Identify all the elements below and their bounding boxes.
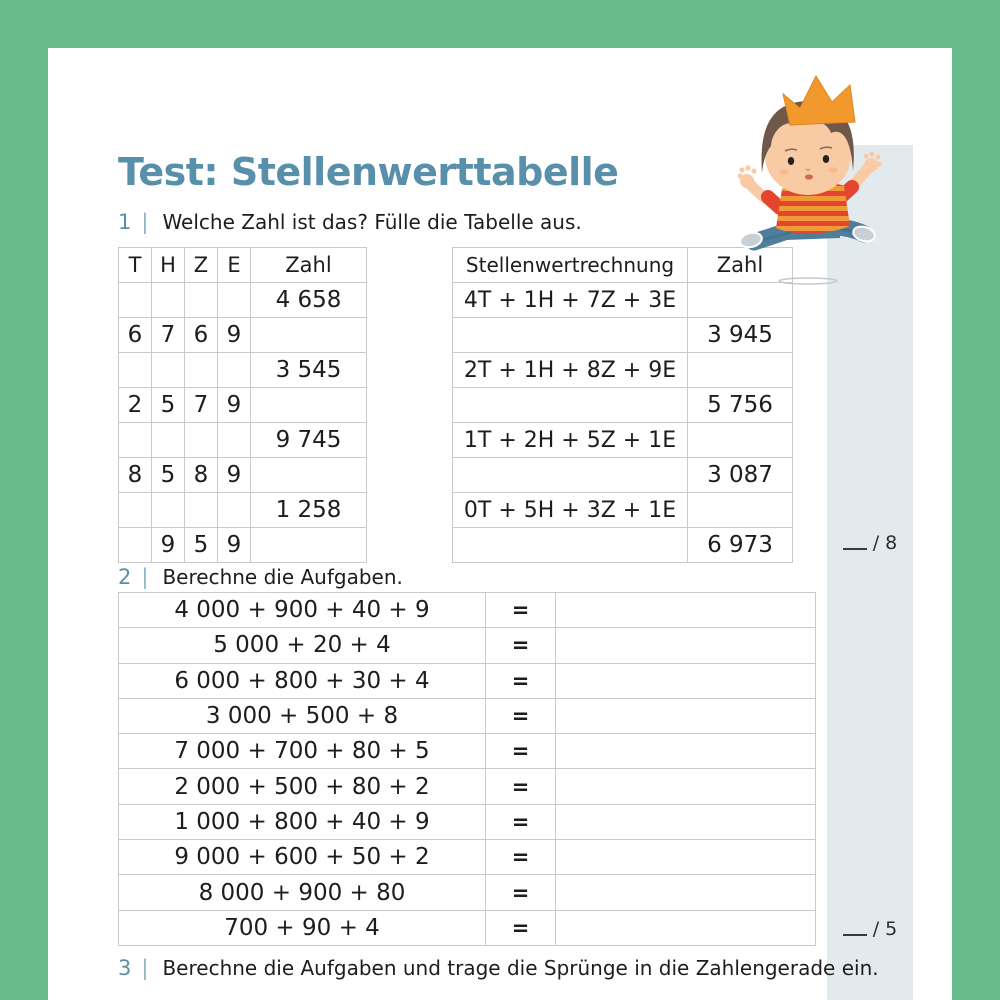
table-cell bbox=[185, 283, 218, 318]
task-3-separator: | bbox=[141, 956, 149, 980]
score-task-2 bbox=[827, 918, 913, 940]
table-cell: 3 545 bbox=[251, 353, 367, 388]
table-cell bbox=[688, 353, 793, 388]
answer-cell bbox=[556, 875, 816, 910]
table-cell bbox=[251, 318, 367, 353]
table-cell: 7 bbox=[152, 318, 185, 353]
answer-cell bbox=[556, 699, 816, 734]
table-cell bbox=[218, 493, 251, 528]
expression-cell: 6 000 + 800 + 30 + 4 bbox=[119, 664, 486, 699]
table-cell: 7 bbox=[185, 388, 218, 423]
table-cell: 4 658 bbox=[251, 283, 367, 318]
expression-cell: 1 000 + 800 + 40 + 9 bbox=[119, 805, 486, 840]
answer-cell bbox=[556, 769, 816, 804]
task-1-number: 1 bbox=[118, 210, 132, 234]
expression-cell: 7 000 + 700 + 80 + 5 bbox=[119, 734, 486, 769]
table-cell: 6 973 bbox=[688, 528, 793, 563]
table-cell: 3 087 bbox=[688, 458, 793, 493]
column-header: Zahl bbox=[688, 248, 793, 283]
expression-cell: 9 000 + 600 + 50 + 2 bbox=[119, 840, 486, 875]
task-1-separator: | bbox=[141, 210, 149, 234]
column-header: T bbox=[119, 248, 152, 283]
task-2-label bbox=[118, 563, 403, 591]
answer-cell bbox=[556, 628, 816, 663]
task-3-text: Berechne die Aufgaben und trage die Sprünge in die Zahlengerade ein. bbox=[162, 956, 879, 980]
equals-cell: = bbox=[486, 593, 556, 628]
task-3-number: 3 bbox=[118, 956, 132, 980]
equals-cell: = bbox=[486, 628, 556, 663]
table-cell bbox=[251, 458, 367, 493]
score-separator: / bbox=[872, 918, 880, 940]
table-cell: 9 bbox=[218, 318, 251, 353]
table-cell: 6 bbox=[119, 318, 152, 353]
table-cell: 5 bbox=[152, 388, 185, 423]
table-cell bbox=[218, 423, 251, 458]
table-cell: 6 bbox=[185, 318, 218, 353]
expression-cell: 4 000 + 900 + 40 + 9 bbox=[119, 593, 486, 628]
equals-cell: = bbox=[486, 911, 556, 946]
table-cell bbox=[453, 318, 688, 353]
table-cell bbox=[152, 283, 185, 318]
column-header: H bbox=[152, 248, 185, 283]
table-cell bbox=[119, 353, 152, 388]
expression-cell: 700 + 90 + 4 bbox=[119, 911, 486, 946]
column-header: Z bbox=[185, 248, 218, 283]
table-cell bbox=[119, 528, 152, 563]
table-cell bbox=[218, 353, 251, 388]
answer-cell bbox=[556, 734, 816, 769]
exercise-table bbox=[118, 592, 816, 946]
equals-cell: = bbox=[486, 769, 556, 804]
expression-cell: 5 000 + 20 + 4 bbox=[119, 628, 486, 663]
table-cell: 5 bbox=[152, 458, 185, 493]
task-1-label bbox=[118, 208, 582, 236]
table-cell bbox=[152, 353, 185, 388]
table-cell: 9 bbox=[218, 528, 251, 563]
answer-cell bbox=[556, 805, 816, 840]
table-cell: 3 945 bbox=[688, 318, 793, 353]
answer-cell bbox=[556, 911, 816, 946]
table-cell bbox=[185, 353, 218, 388]
table-cell bbox=[185, 423, 218, 458]
equals-cell: = bbox=[486, 875, 556, 910]
column-header: E bbox=[218, 248, 251, 283]
task-3-label bbox=[118, 954, 879, 982]
answer-cell bbox=[556, 664, 816, 699]
page-title: Test: Stellenwerttabelle bbox=[118, 150, 619, 194]
table-cell: 8 bbox=[119, 458, 152, 493]
table-cell bbox=[453, 528, 688, 563]
table-cell: 4T + 1H + 7Z + 3E bbox=[453, 283, 688, 318]
table-cell: 1T + 2H + 5Z + 1E bbox=[453, 423, 688, 458]
table-cell: 2 bbox=[119, 388, 152, 423]
equals-cell: = bbox=[486, 840, 556, 875]
expression-cell: 3 000 + 500 + 8 bbox=[119, 699, 486, 734]
expression-cell: 2 000 + 500 + 80 + 2 bbox=[119, 769, 486, 804]
equals-cell: = bbox=[486, 734, 556, 769]
table-cell: 8 bbox=[185, 458, 218, 493]
table-cell bbox=[152, 493, 185, 528]
task-2-number: 2 bbox=[118, 565, 132, 589]
task-2-text: Berechne die Aufgaben. bbox=[162, 565, 403, 589]
table-cell bbox=[688, 493, 793, 528]
table-cell bbox=[119, 423, 152, 458]
score-blank-line bbox=[843, 923, 867, 936]
score-blank-line bbox=[843, 537, 867, 550]
table-cell: 9 bbox=[218, 458, 251, 493]
table-cell bbox=[218, 283, 251, 318]
score-max: 5 bbox=[885, 918, 898, 940]
place-value-table bbox=[118, 247, 367, 563]
table-cell: 9 bbox=[218, 388, 251, 423]
table-cell bbox=[119, 283, 152, 318]
score-task-1 bbox=[827, 532, 913, 554]
table-cell: 0T + 5H + 3Z + 1E bbox=[453, 493, 688, 528]
score-max: 8 bbox=[885, 532, 898, 554]
table-cell bbox=[453, 458, 688, 493]
column-header: Zahl bbox=[251, 248, 367, 283]
table-cell bbox=[453, 388, 688, 423]
table-cell: 9 bbox=[152, 528, 185, 563]
equals-cell: = bbox=[486, 699, 556, 734]
table-cell bbox=[119, 493, 152, 528]
task-2-separator: | bbox=[141, 565, 149, 589]
column-header: Stellenwertrechnung bbox=[453, 248, 688, 283]
boy-with-crown-icon bbox=[738, 68, 883, 288]
equals-cell: = bbox=[486, 664, 556, 699]
expression-cell: 8 000 + 900 + 80 bbox=[119, 875, 486, 910]
calculation-table bbox=[452, 247, 793, 563]
table-cell: 2T + 1H + 8Z + 9E bbox=[453, 353, 688, 388]
table-cell bbox=[251, 388, 367, 423]
table-cell: 1 258 bbox=[251, 493, 367, 528]
table-cell bbox=[152, 423, 185, 458]
table-cell bbox=[185, 493, 218, 528]
table-cell: 5 bbox=[185, 528, 218, 563]
table-cell: 5 756 bbox=[688, 388, 793, 423]
task-1-text: Welche Zahl ist das? Fülle die Tabelle aus. bbox=[162, 210, 582, 234]
equals-cell: = bbox=[486, 805, 556, 840]
table-cell: 9 745 bbox=[251, 423, 367, 458]
answer-cell bbox=[556, 593, 816, 628]
answer-cell bbox=[556, 840, 816, 875]
table-cell bbox=[251, 528, 367, 563]
score-separator: / bbox=[872, 532, 880, 554]
table-cell bbox=[688, 423, 793, 458]
table-cell bbox=[688, 283, 793, 318]
